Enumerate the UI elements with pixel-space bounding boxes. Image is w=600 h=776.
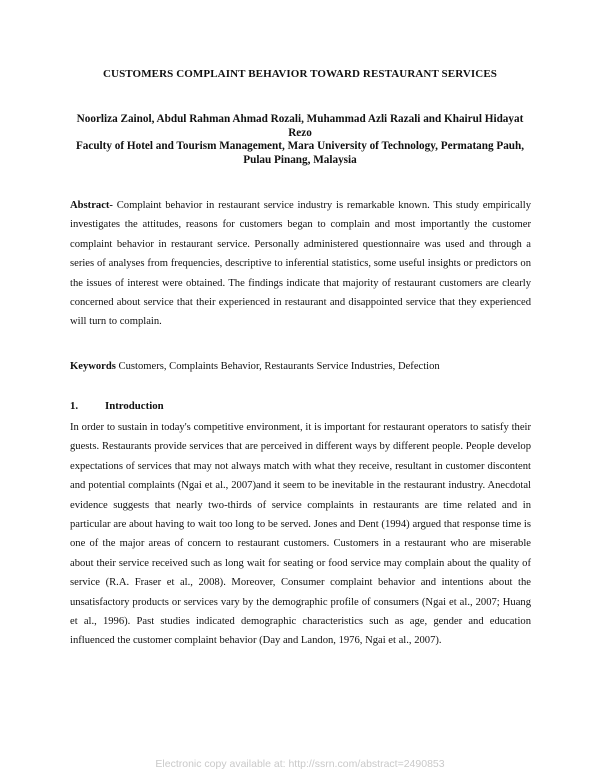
keywords	[70, 359, 531, 375]
section-heading	[70, 400, 164, 412]
keywords-label: Keywords	[70, 361, 116, 372]
abstract	[70, 196, 531, 332]
abstract-label: Abstract-	[70, 200, 113, 211]
keywords-text: Customers, Complaints Behavior, Restaurants Service Industries, Defection	[115, 361, 440, 372]
section-number: 1.	[70, 400, 79, 412]
abstract-text: Complaint behavior in restaurant service industry is remarkable known. This study empirically investigates the attitudes, reasons for customers began to complain and most importantly the customer complaint behavior in restaurant service. Personally administered questionnaire was used and through a series of analyses from frequencies, descriptive to inferential statistics, some useful insights or predictors on the issues of interest were obtained. The findings indicate that majority of restaurant customers are clearly concerned about service that their experienced in restaurant and disappointed service that they experienced will turn to complain.	[70, 200, 531, 328]
section-title: Introduction	[105, 400, 164, 412]
paper-title: CUSTOMERS COMPLAINT BEHAVIOR TOWARD RESTAURANT SERVICES	[103, 68, 497, 80]
ssrn-footer-link[interactable]: Electronic copy available at: http://ssrn.com/abstract=2490853	[155, 758, 445, 770]
intro-paragraph: In order to sustain in today's competitive environment, it is important for restaurant operators to satisfy their guests. Restaurants provide services that are perceived in different ways by different people. People develop expectations of services that may not always match with what they receive, resultant in customer discontent and potential complaints (Ngai et al., 2007)and it seem to be inevitable in the restaurant industry. Anecdotal evidence suggests that nearly two-thirds of service complaints in restaurants are time related and in particular are about having to wait too long to be served. Jones and Dent (1994) argued that response time is one of the major areas of concern to restaurant customers. Customers in a restaurant who are miserable about their service received such as long wait for seating or food service may complain about the quality of service (R.A. Fraser et al., 2008). Moreover, Consumer complaint behavior and intentions about the unsatisfactory products or services vary by the demographic profile of consumers (Ngai et al., 2007; Huang et al., 1996). Past studies indicated demographic characteristics such as age, gender and education influenced the customer complaint behavior (Day and Landon, 1976, Ngai et al., 2007).	[70, 422, 531, 647]
affiliation: Faculty of Hotel and Tourism Management, Mara University of Technology, Permatang Pauh, Pulau Pinang, Malaysia	[75, 140, 525, 166]
author-list: Noorliza Zainol, Abdul Rahman Ahmad Rozali, Muhammad Azli Razali and Khairul Hidayat Rezo	[76, 113, 524, 139]
